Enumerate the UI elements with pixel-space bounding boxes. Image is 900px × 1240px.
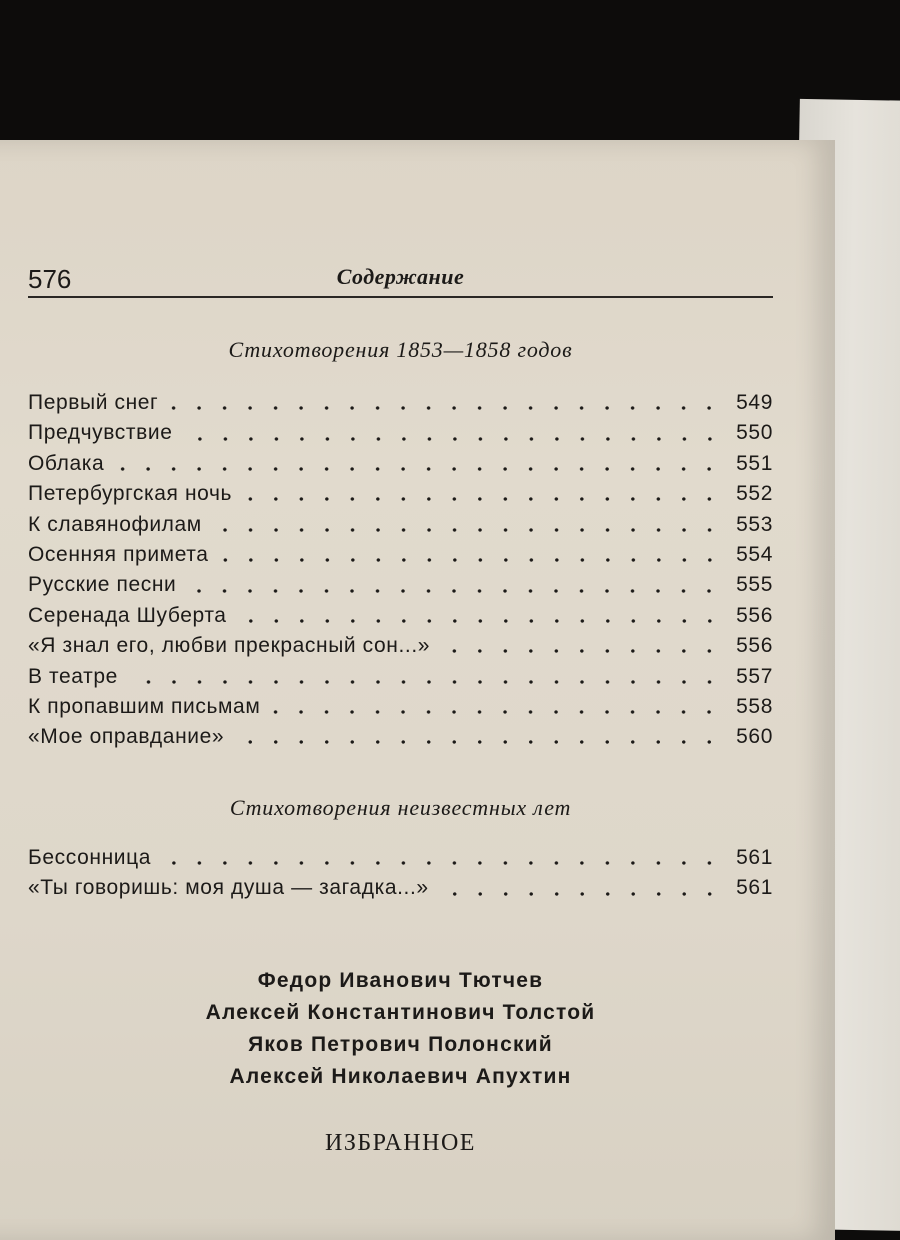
toc-entry-title: «Ты говоришь: моя душа — загадка...» <box>28 876 429 900</box>
book-title: ИЗБРАННОЕ <box>325 1130 476 1156</box>
toc-entry[interactable] <box>28 570 773 600</box>
toc-entry[interactable] <box>28 418 773 448</box>
toc-entry-title: Облака <box>28 451 105 475</box>
author-name: Яков Петрович Полонский <box>248 1033 553 1056</box>
toc-entry-title: Первый снег <box>28 391 159 414</box>
toc-entry[interactable] <box>28 601 773 631</box>
toc-entry-title: Осенняя примета <box>28 542 209 566</box>
dot-leader <box>221 558 723 562</box>
toc-entry-title: «Я знал его, любви прекрасный сон...» <box>28 634 431 658</box>
toc-list-1853-1858 <box>28 388 773 753</box>
toc-entry-page: 549 <box>736 391 773 414</box>
toc-entry[interactable] <box>28 449 773 479</box>
toc-entry-title: «Мое оправдание» <box>28 725 225 749</box>
toc-entry[interactable] <box>28 662 773 692</box>
toc-entry-page: 556 <box>736 603 773 627</box>
dot-leader <box>170 406 722 410</box>
toc-entry-page: 556 <box>736 634 773 658</box>
page-number: 576 <box>28 264 72 294</box>
toc-entry-page: 558 <box>736 694 773 718</box>
toc-entry-page: 550 <box>736 421 773 445</box>
toc-entry-page: 561 <box>736 876 773 900</box>
toc-entry-title: К пропавшим письмам <box>28 694 261 718</box>
running-title: Содержание <box>336 264 465 289</box>
dot-leader <box>163 861 722 865</box>
authors-block <box>28 965 773 1093</box>
author-name: Алексей Константинович Толстой <box>205 1001 596 1024</box>
page-header <box>28 260 773 298</box>
toc-entry-page: 554 <box>736 542 773 566</box>
dot-leader <box>442 649 722 653</box>
dot-leader <box>116 467 722 471</box>
toc-entry-page: 561 <box>736 846 773 869</box>
toc-list-unknown-years <box>28 843 773 904</box>
author-name: Алексей Николаевич Апухтин <box>229 1065 572 1088</box>
toc-entry[interactable] <box>28 722 773 752</box>
toc-entry[interactable] <box>28 540 773 570</box>
dot-leader <box>239 619 723 623</box>
toc-entry-title: Серенада Шуберта <box>28 603 227 627</box>
toc-entry[interactable] <box>28 873 773 903</box>
toc-entry-page: 552 <box>736 482 773 506</box>
dot-leader <box>244 497 722 501</box>
author-name: Федор Иванович Тютчев <box>257 969 544 992</box>
toc-entry[interactable] <box>28 510 773 540</box>
toc-entry-title: Петербургская ночь <box>28 482 233 506</box>
toc-entry[interactable] <box>28 388 773 418</box>
toc-entry[interactable] <box>28 843 773 873</box>
dot-leader <box>272 710 722 714</box>
toc-entry-title: К славянофилам <box>28 512 202 536</box>
section-title-1853-1858: Стихотворения 1853—1858 годов <box>228 337 573 362</box>
dot-leader <box>441 892 722 896</box>
toc-entry[interactable] <box>28 692 773 722</box>
toc-entry[interactable] <box>28 631 773 661</box>
section-title-unknown-years: Стихотворения неизвестных лет <box>229 795 572 820</box>
toc-entry[interactable] <box>28 479 773 509</box>
toc-entry-page: 560 <box>736 725 773 749</box>
toc-entry-title: Бессонница <box>28 846 152 869</box>
page-content <box>28 140 773 1200</box>
toc-entry-page: 555 <box>736 573 773 597</box>
dot-leader <box>185 437 723 441</box>
toc-entry-title: Русские песни <box>28 573 177 597</box>
dot-leader <box>214 528 722 532</box>
book-page <box>0 140 835 1240</box>
dot-leader <box>236 740 722 744</box>
toc-entry-title: В театре <box>28 664 118 688</box>
toc-entry-page: 557 <box>736 664 773 688</box>
toc-entry-page: 553 <box>736 512 773 536</box>
dot-leader <box>130 680 722 684</box>
toc-entry-title: Предчувствие <box>28 421 173 445</box>
dot-leader <box>188 589 722 593</box>
toc-entry-page: 551 <box>736 451 773 475</box>
